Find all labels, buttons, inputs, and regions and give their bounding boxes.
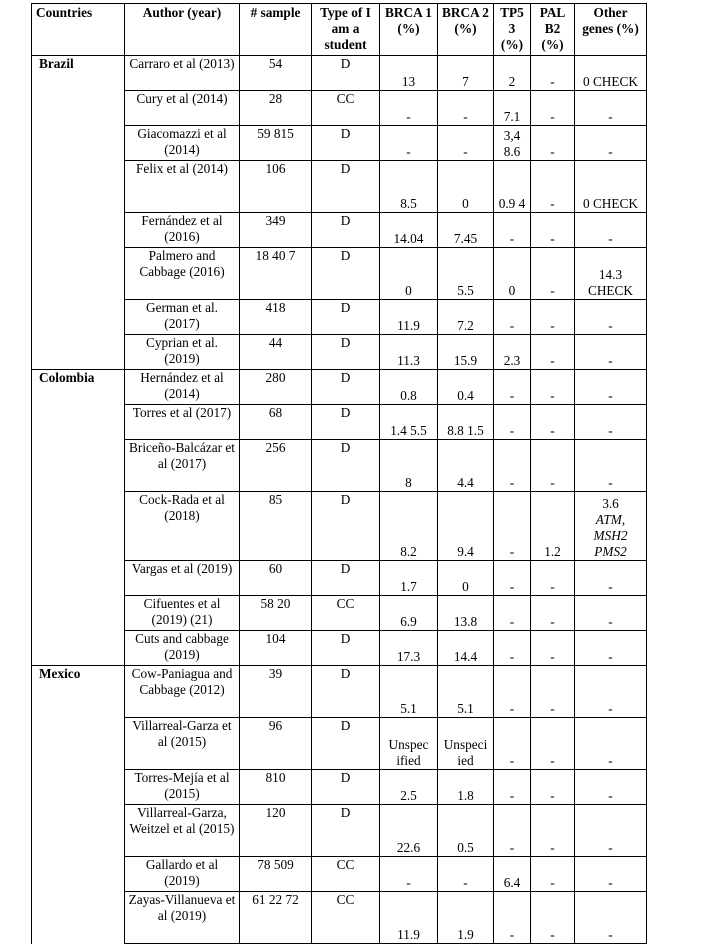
sample-cell: 280	[240, 370, 312, 405]
type-cell: D	[312, 770, 380, 805]
gene-name: MSH2	[593, 528, 628, 543]
tp53-cell: -	[494, 440, 531, 492]
brca2-cell: 14.4	[438, 631, 494, 666]
sample-cell: 18 40 7	[240, 248, 312, 300]
header-brca1: BRCA 1 (%)	[380, 4, 438, 56]
table-row	[32, 770, 647, 805]
header-row	[32, 4, 647, 56]
tp53-cell: 0	[494, 248, 531, 300]
author-cell: Palmero and Cabbage (2016)	[125, 248, 240, 300]
table-row	[32, 56, 647, 91]
other-genes-value: -	[608, 701, 613, 716]
type-cell: D	[312, 718, 380, 770]
author-cell: Briceño-Balcázar et al (2017)	[125, 440, 240, 492]
brca1-cell: 0.8	[380, 370, 438, 405]
other-genes-cell	[575, 335, 647, 370]
header-author: Author (year)	[125, 4, 240, 56]
brca1-cell: 8.2	[380, 492, 438, 561]
table-row	[32, 892, 647, 944]
brca1-cell: 0	[380, 248, 438, 300]
other-genes-cell	[575, 561, 647, 596]
brca2-cell: 1.9	[438, 892, 494, 944]
palb2-cell: -	[531, 56, 575, 91]
brca2-cell: 9.4	[438, 492, 494, 561]
table-row	[32, 300, 647, 335]
brca1-cell: 1.4 5.5	[380, 405, 438, 440]
header-brca2: BRCA 2 (%)	[438, 4, 494, 56]
other-genes-value: -	[608, 423, 613, 438]
other-genes-cell	[575, 666, 647, 718]
brca2-cell: 0	[438, 161, 494, 213]
other-genes-value: -	[608, 614, 613, 629]
country-cell	[32, 405, 125, 440]
palb2-cell: -	[531, 631, 575, 666]
brca2-cell: Unspeci ied	[438, 718, 494, 770]
tp53-cell: 3,4 8.6	[494, 126, 531, 161]
other-genes-value: -	[608, 840, 613, 855]
other-genes-cell	[575, 56, 647, 91]
author-cell: Vargas et al (2019)	[125, 561, 240, 596]
tp53-cell: 0.9 4	[494, 161, 531, 213]
brca1-cell: -	[380, 126, 438, 161]
palb2-cell: -	[531, 300, 575, 335]
sample-cell: 78 509	[240, 857, 312, 892]
brca2-cell: 1.8	[438, 770, 494, 805]
type-cell: D	[312, 561, 380, 596]
type-cell: D	[312, 126, 380, 161]
country-cell	[32, 126, 125, 161]
type-cell: D	[312, 370, 380, 405]
brca1-cell: 13	[380, 56, 438, 91]
author-cell: Fernández et al (2016)	[125, 213, 240, 248]
studies-table	[31, 3, 647, 944]
author-cell: Carraro et al (2013)	[125, 56, 240, 91]
other-genes-value: 0 CHECK	[582, 196, 639, 211]
table-row	[32, 718, 647, 770]
palb2-cell: -	[531, 335, 575, 370]
brca2-cell: 15.9	[438, 335, 494, 370]
type-cell: D	[312, 631, 380, 666]
other-genes-value: -	[608, 353, 613, 368]
table-row	[32, 248, 647, 300]
type-cell: CC	[312, 857, 380, 892]
brca1-cell: 8	[380, 440, 438, 492]
sample-cell: 60	[240, 561, 312, 596]
brca2-cell: 4.4	[438, 440, 494, 492]
sample-cell: 61 22 72	[240, 892, 312, 944]
other-genes-cell	[575, 248, 647, 300]
header-sample: # sample	[240, 4, 312, 56]
brca2-cell: -	[438, 91, 494, 126]
table-row	[32, 91, 647, 126]
country-cell	[32, 631, 125, 666]
type-cell: D	[312, 405, 380, 440]
table-row	[32, 440, 647, 492]
brca1-cell: 5.1	[380, 666, 438, 718]
other-genes-value: -	[608, 144, 613, 159]
other-genes-cell	[575, 631, 647, 666]
sample-cell: 349	[240, 213, 312, 248]
header-palb2: PAL B2 (%)	[531, 4, 575, 56]
palb2-cell: -	[531, 405, 575, 440]
table-row	[32, 335, 647, 370]
header-type: Type of I am a student	[312, 4, 380, 56]
sample-cell: 54	[240, 56, 312, 91]
type-cell: D	[312, 300, 380, 335]
other-genes-cell	[575, 770, 647, 805]
brca1-cell: 2.5	[380, 770, 438, 805]
author-cell: Cuts and cabbage (2019)	[125, 631, 240, 666]
brca1-cell: 8.5	[380, 161, 438, 213]
other-genes-cell	[575, 213, 647, 248]
brca1-cell: 1.7	[380, 561, 438, 596]
palb2-cell: -	[531, 718, 575, 770]
brca2-cell: -	[438, 857, 494, 892]
other-genes-value: 14.3 CHECK	[587, 267, 634, 298]
other-genes-cell	[575, 718, 647, 770]
tp53-cell: -	[494, 492, 531, 561]
other-genes-cell	[575, 805, 647, 857]
brca2-cell: 7.45	[438, 213, 494, 248]
other-genes-cell	[575, 596, 647, 631]
table-row	[32, 492, 647, 561]
palb2-cell: -	[531, 161, 575, 213]
country-cell	[32, 492, 125, 561]
tp53-cell: -	[494, 561, 531, 596]
other-genes-value: -	[608, 231, 613, 246]
type-cell: CC	[312, 91, 380, 126]
sample-cell: 68	[240, 405, 312, 440]
sample-cell: 28	[240, 91, 312, 126]
brca1-cell: Unspec ified	[380, 718, 438, 770]
other-genes-value: -	[608, 875, 613, 890]
other-genes-cell	[575, 492, 647, 561]
type-cell: CC	[312, 892, 380, 944]
tp53-cell: -	[494, 370, 531, 405]
sample-cell: 44	[240, 335, 312, 370]
tp53-cell: -	[494, 596, 531, 631]
country-cell	[32, 300, 125, 335]
palb2-cell: -	[531, 596, 575, 631]
other-genes-value: 3.6	[602, 496, 619, 511]
palb2-cell: -	[531, 440, 575, 492]
author-cell: Giacomazzi et al (2014)	[125, 126, 240, 161]
country-cell	[32, 440, 125, 492]
type-cell: D	[312, 805, 380, 857]
table-row	[32, 561, 647, 596]
tp53-cell: -	[494, 213, 531, 248]
author-cell: Cury et al (2014)	[125, 91, 240, 126]
brca2-cell: 0.5	[438, 805, 494, 857]
tp53-cell: -	[494, 770, 531, 805]
brca1-cell: 11.3	[380, 335, 438, 370]
other-genes-value: -	[608, 788, 613, 803]
table-row	[32, 405, 647, 440]
country-cell	[32, 892, 125, 944]
type-cell: D	[312, 161, 380, 213]
tp53-cell: -	[494, 892, 531, 944]
brca1-cell: -	[380, 91, 438, 126]
palb2-cell: -	[531, 561, 575, 596]
sample-cell: 104	[240, 631, 312, 666]
brca1-cell: 14.04	[380, 213, 438, 248]
country-cell	[32, 770, 125, 805]
country-cell	[32, 213, 125, 248]
type-cell: CC	[312, 596, 380, 631]
author-cell: Torres et al (2017)	[125, 405, 240, 440]
type-cell: D	[312, 213, 380, 248]
tp53-cell: -	[494, 805, 531, 857]
brca2-cell: 13.8	[438, 596, 494, 631]
brca2-cell: 8.8 1.5	[438, 405, 494, 440]
tp53-cell: -	[494, 666, 531, 718]
country-cell: Mexico	[32, 666, 125, 718]
header-tp53: TP5 3 (%)	[494, 4, 531, 56]
author-cell: Torres-Mejía et al (2015)	[125, 770, 240, 805]
sample-cell: 39	[240, 666, 312, 718]
other-genes-value: -	[608, 649, 613, 664]
sample-cell: 59 815	[240, 126, 312, 161]
table-row	[32, 857, 647, 892]
other-genes-cell	[575, 405, 647, 440]
tp53-cell: 2.3	[494, 335, 531, 370]
tp53-cell: -	[494, 300, 531, 335]
country-cell	[32, 561, 125, 596]
country-cell	[32, 718, 125, 770]
sample-cell: 418	[240, 300, 312, 335]
author-cell: Felix et al (2014)	[125, 161, 240, 213]
tp53-cell: 6.4	[494, 857, 531, 892]
brca2-cell: 0	[438, 561, 494, 596]
brca2-cell: 7	[438, 56, 494, 91]
other-genes-cell	[575, 91, 647, 126]
author-cell: Gallardo et al (2019)	[125, 857, 240, 892]
palb2-cell: -	[531, 126, 575, 161]
palb2-cell: -	[531, 770, 575, 805]
author-cell: German et al. (2017)	[125, 300, 240, 335]
author-cell: Cyprian et al. (2019)	[125, 335, 240, 370]
sample-cell: 256	[240, 440, 312, 492]
sample-cell: 810	[240, 770, 312, 805]
other-genes-cell	[575, 300, 647, 335]
brca1-cell: -	[380, 857, 438, 892]
other-genes-cell	[575, 892, 647, 944]
other-genes-value: -	[608, 475, 613, 490]
brca2-cell: 7.2	[438, 300, 494, 335]
other-genes-cell	[575, 440, 647, 492]
palb2-cell: -	[531, 91, 575, 126]
table-row	[32, 213, 647, 248]
other-genes-value: -	[608, 753, 613, 768]
other-genes-value: -	[608, 318, 613, 333]
palb2-cell: -	[531, 213, 575, 248]
tp53-cell: 7.1	[494, 91, 531, 126]
palb2-cell: -	[531, 805, 575, 857]
table-row	[32, 370, 647, 405]
table-row	[32, 596, 647, 631]
country-cell	[32, 857, 125, 892]
brca1-cell: 11.9	[380, 892, 438, 944]
table-row	[32, 161, 647, 213]
brca2-cell: 5.1	[438, 666, 494, 718]
type-cell: D	[312, 492, 380, 561]
country-cell: Brazil	[32, 56, 125, 91]
country-cell: Colombia	[32, 370, 125, 405]
type-cell: D	[312, 335, 380, 370]
other-genes-cell	[575, 161, 647, 213]
other-genes-cell	[575, 126, 647, 161]
brca2-cell: 5.5	[438, 248, 494, 300]
table-row	[32, 126, 647, 161]
brca1-cell: 11.9	[380, 300, 438, 335]
country-cell	[32, 596, 125, 631]
other-genes-cell	[575, 370, 647, 405]
palb2-cell: 1.2	[531, 492, 575, 561]
author-cell: Cifuentes et al (2019) (21)	[125, 596, 240, 631]
palb2-cell: -	[531, 857, 575, 892]
brca2-cell: -	[438, 126, 494, 161]
header-other: Other genes (%)	[575, 4, 647, 56]
country-cell	[32, 805, 125, 857]
other-genes-value: -	[608, 109, 613, 124]
other-genes-value: -	[608, 579, 613, 594]
author-cell: Hernández et al (2014)	[125, 370, 240, 405]
tp53-cell: -	[494, 405, 531, 440]
author-cell: Cow-Paniagua and Cabbage (2012)	[125, 666, 240, 718]
gene-name: PMS2	[594, 544, 627, 559]
type-cell: D	[312, 440, 380, 492]
table-row	[32, 631, 647, 666]
country-cell	[32, 335, 125, 370]
palb2-cell: -	[531, 666, 575, 718]
brca1-cell: 22.6	[380, 805, 438, 857]
sample-cell: 58 20	[240, 596, 312, 631]
header-countries: Countries	[32, 4, 125, 56]
brca1-cell: 6.9	[380, 596, 438, 631]
other-genes-value: -	[608, 927, 613, 942]
table-row	[32, 805, 647, 857]
palb2-cell: -	[531, 892, 575, 944]
author-cell: Cock-Rada et al (2018)	[125, 492, 240, 561]
brca1-cell: 17.3	[380, 631, 438, 666]
other-genes-value: -	[608, 388, 613, 403]
palb2-cell: -	[531, 370, 575, 405]
tp53-cell: -	[494, 718, 531, 770]
tp53-cell: 2	[494, 56, 531, 91]
sample-cell: 120	[240, 805, 312, 857]
gene-name: ATM,	[595, 512, 626, 527]
sample-cell: 96	[240, 718, 312, 770]
type-cell: D	[312, 666, 380, 718]
sample-cell: 106	[240, 161, 312, 213]
other-genes-value: 0 CHECK	[582, 74, 639, 89]
palb2-cell: -	[531, 248, 575, 300]
type-cell: D	[312, 56, 380, 91]
country-cell	[32, 248, 125, 300]
tp53-cell: -	[494, 631, 531, 666]
brca2-cell: 0.4	[438, 370, 494, 405]
country-cell	[32, 91, 125, 126]
other-genes-cell	[575, 857, 647, 892]
author-cell: Villarreal-Garza, Weitzel et al (2015)	[125, 805, 240, 857]
country-cell	[32, 161, 125, 213]
table-row	[32, 666, 647, 718]
author-cell: Zayas-Villanueva et al (2019)	[125, 892, 240, 944]
sample-cell: 85	[240, 492, 312, 561]
type-cell: D	[312, 248, 380, 300]
author-cell: Villarreal-Garza et al (2015)	[125, 718, 240, 770]
